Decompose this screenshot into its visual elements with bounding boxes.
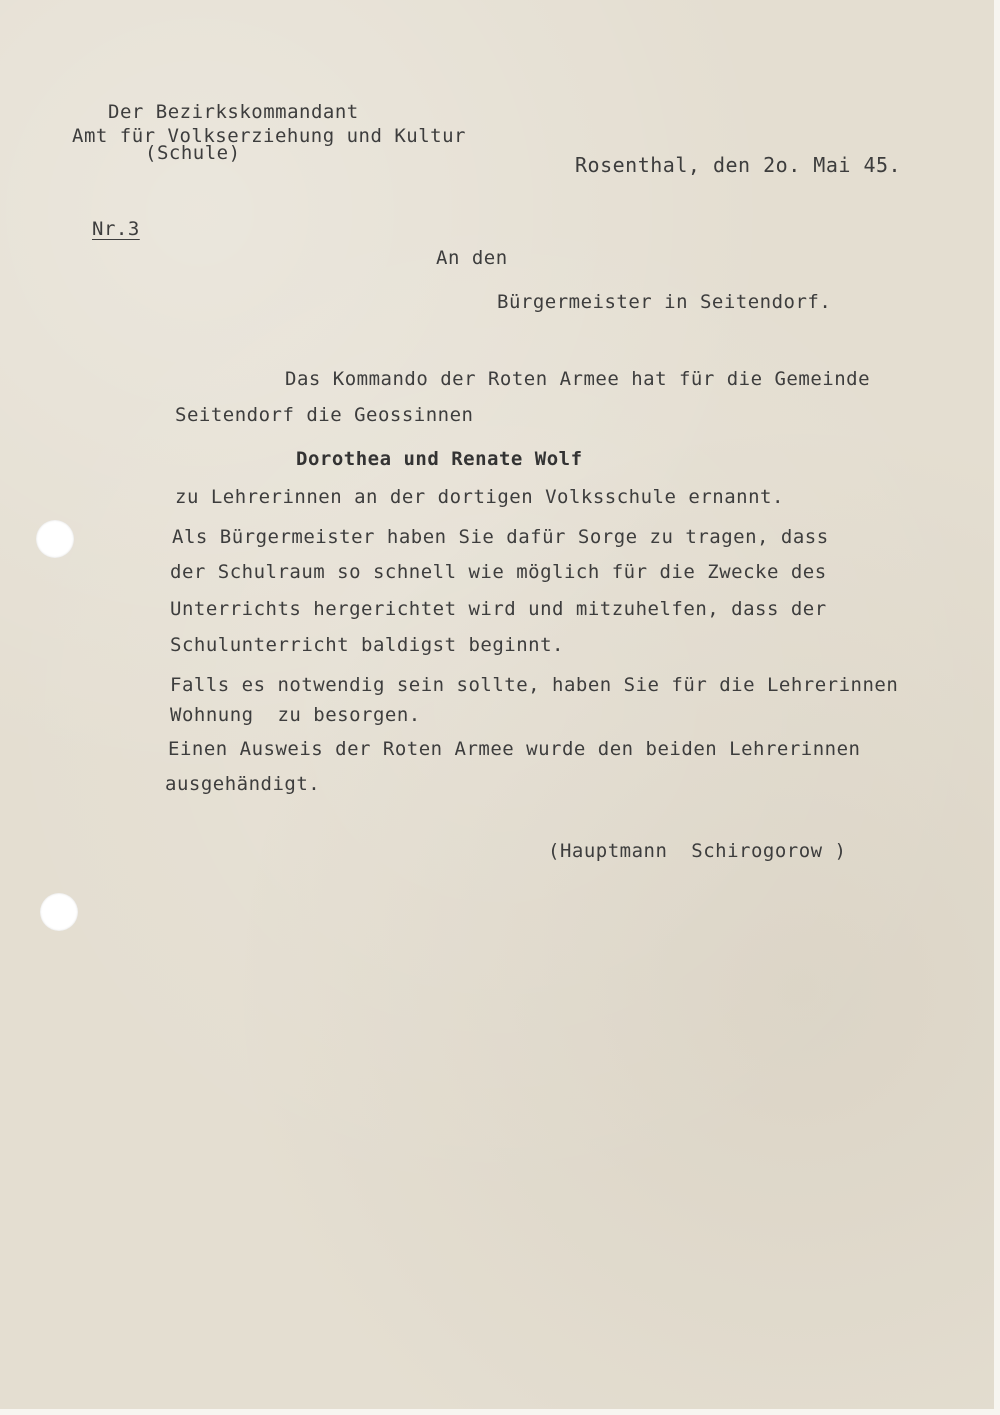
header-line-3: (Schule): [145, 142, 241, 164]
body-line-6: der Schulraum so schnell wie möglich für die Zwecke des: [170, 561, 827, 583]
reference-number: Nr.3: [92, 218, 140, 240]
body-line-8: Schulunterricht baldigst beginnt.: [170, 634, 564, 656]
recipient-line-1: An den: [436, 247, 508, 269]
body-line-10: Wohnung zu besorgen.: [170, 704, 421, 726]
punch-hole-lower: [40, 893, 78, 931]
body-line-12: ausgehändigt.: [165, 773, 321, 795]
body-line-5: Als Bürgermeister haben Sie dafür Sorge zu tragen, dass: [172, 526, 829, 548]
page-edge-right: [994, 0, 1000, 1415]
signature: (Hauptmann Schirogorow ): [548, 840, 847, 862]
punch-hole-upper: [36, 520, 74, 558]
recipient-line-2: Bürgermeister in Seitendorf.: [497, 291, 832, 313]
header-line-2: Amt für Volkserziehung und Kultur: [72, 125, 466, 147]
body-line-4: zu Lehrerinnen an der dortigen Volksschule ernannt.: [175, 486, 784, 508]
body-line-11: Einen Ausweis der Roten Armee wurde den beiden Lehrerinnen: [168, 738, 861, 760]
body-line-3-names: Dorothea und Renate Wolf: [296, 448, 583, 470]
header-line-1: Der Bezirkskommandant: [108, 101, 359, 123]
body-line-9: Falls es notwendig sein sollte, haben Sie für die Lehrerinnen: [170, 674, 899, 696]
page-edge-bottom: [0, 1409, 1000, 1415]
body-line-2: Seitendorf die Geossinnen: [175, 404, 474, 426]
body-line-7: Unterrichts hergerichtet wird und mitzuhelfen, dass der: [170, 598, 827, 620]
body-line-1: Das Kommando der Roten Armee hat für die Gemeinde: [285, 368, 871, 390]
place-date: Rosenthal, den 2o. Mai 45.: [575, 153, 902, 177]
